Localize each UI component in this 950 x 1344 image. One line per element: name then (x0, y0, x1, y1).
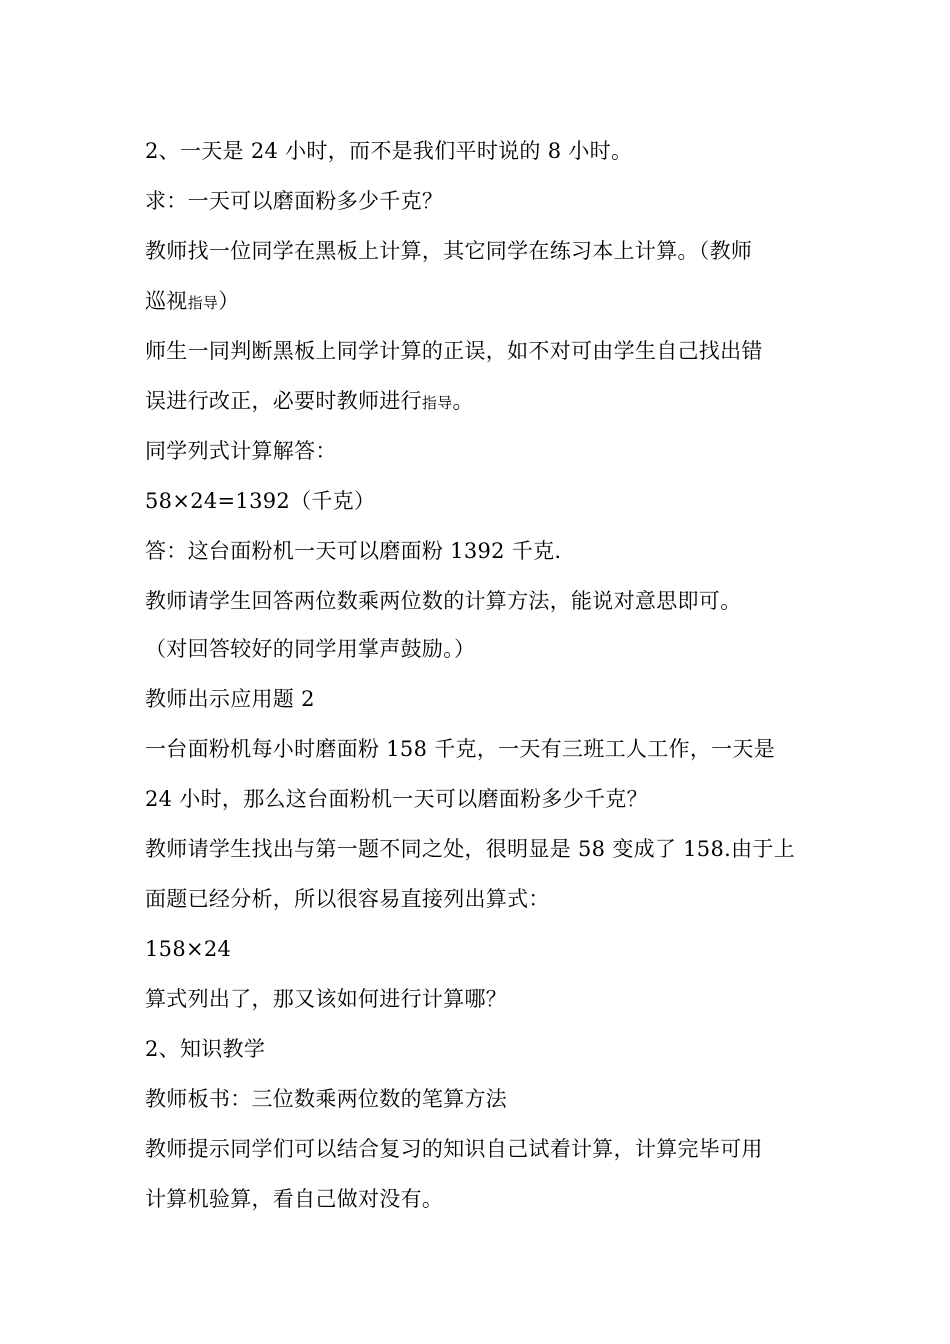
paragraph-line: 教师提示同学们可以结合复习的知识自己试着计算，计算完毕可用 (145, 1137, 763, 1161)
paragraph-line: 计算机验算，看自己做对没有。 (145, 1187, 444, 1211)
paragraph-line: 教师找一位同学在黑板上计算，其它同学在练习本上计算。（教师 (145, 239, 753, 263)
paragraph-line: 24 小时，那么这台面粉机一天可以磨面粉多少千克？ (145, 787, 648, 811)
paragraph-line: 教师出示应用题 2 (145, 687, 315, 711)
equation-line: 158×24 (145, 937, 232, 961)
paragraph-line (145, 286, 825, 318)
text-run: 巡视 (145, 289, 188, 313)
paragraph-line: （对回答较好的同学用掌声鼓励。） (145, 637, 476, 661)
text-run-small: 指导 (187, 294, 219, 312)
paragraph-line: 教师请学生回答两位数乘两位数的计算方法，能说对意思即可。 (145, 589, 742, 613)
answer-line: 答：这台面粉机一天可以磨面粉 1392 千克. (145, 539, 562, 563)
paragraph-line: 一台面粉机每小时磨面粉 158 千克，一天有三班工人工作，一天是 (145, 737, 776, 761)
paragraph-line: 教师板书：三位数乘两位数的笔算方法 (145, 1087, 508, 1111)
equation-line: 58×24=1392（千克） (145, 489, 376, 513)
paragraph-line: 算式列出了，那又该如何进行计算哪？ (145, 987, 508, 1011)
paragraph-line: 2、一天是 24 小时，而不是我们平时说的 8 小时。 (145, 139, 633, 163)
text-run: 误进行改正，必要时教师进行 (145, 389, 422, 413)
paragraph-line: 求：一天可以磨面粉多少千克？ (145, 189, 444, 213)
paragraph-line (145, 386, 825, 418)
paragraph-line: 同学列式计算解答： (145, 439, 337, 463)
text-run-small: 指导 (421, 394, 453, 412)
text-run: 。 (452, 389, 474, 413)
paragraph-line: 面题已经分析，所以很容易直接列出算式： (145, 887, 550, 911)
paragraph-line: 师生一同判断黑板上同学计算的正误，如不对可由学生自己找出错 (145, 339, 763, 363)
section-heading: 2、知识教学 (145, 1037, 266, 1061)
text-run: ） (218, 289, 240, 313)
paragraph-line: 教师请学生找出与第一题不同之处，很明显是 58 变成了 158.由于上 (145, 837, 796, 861)
